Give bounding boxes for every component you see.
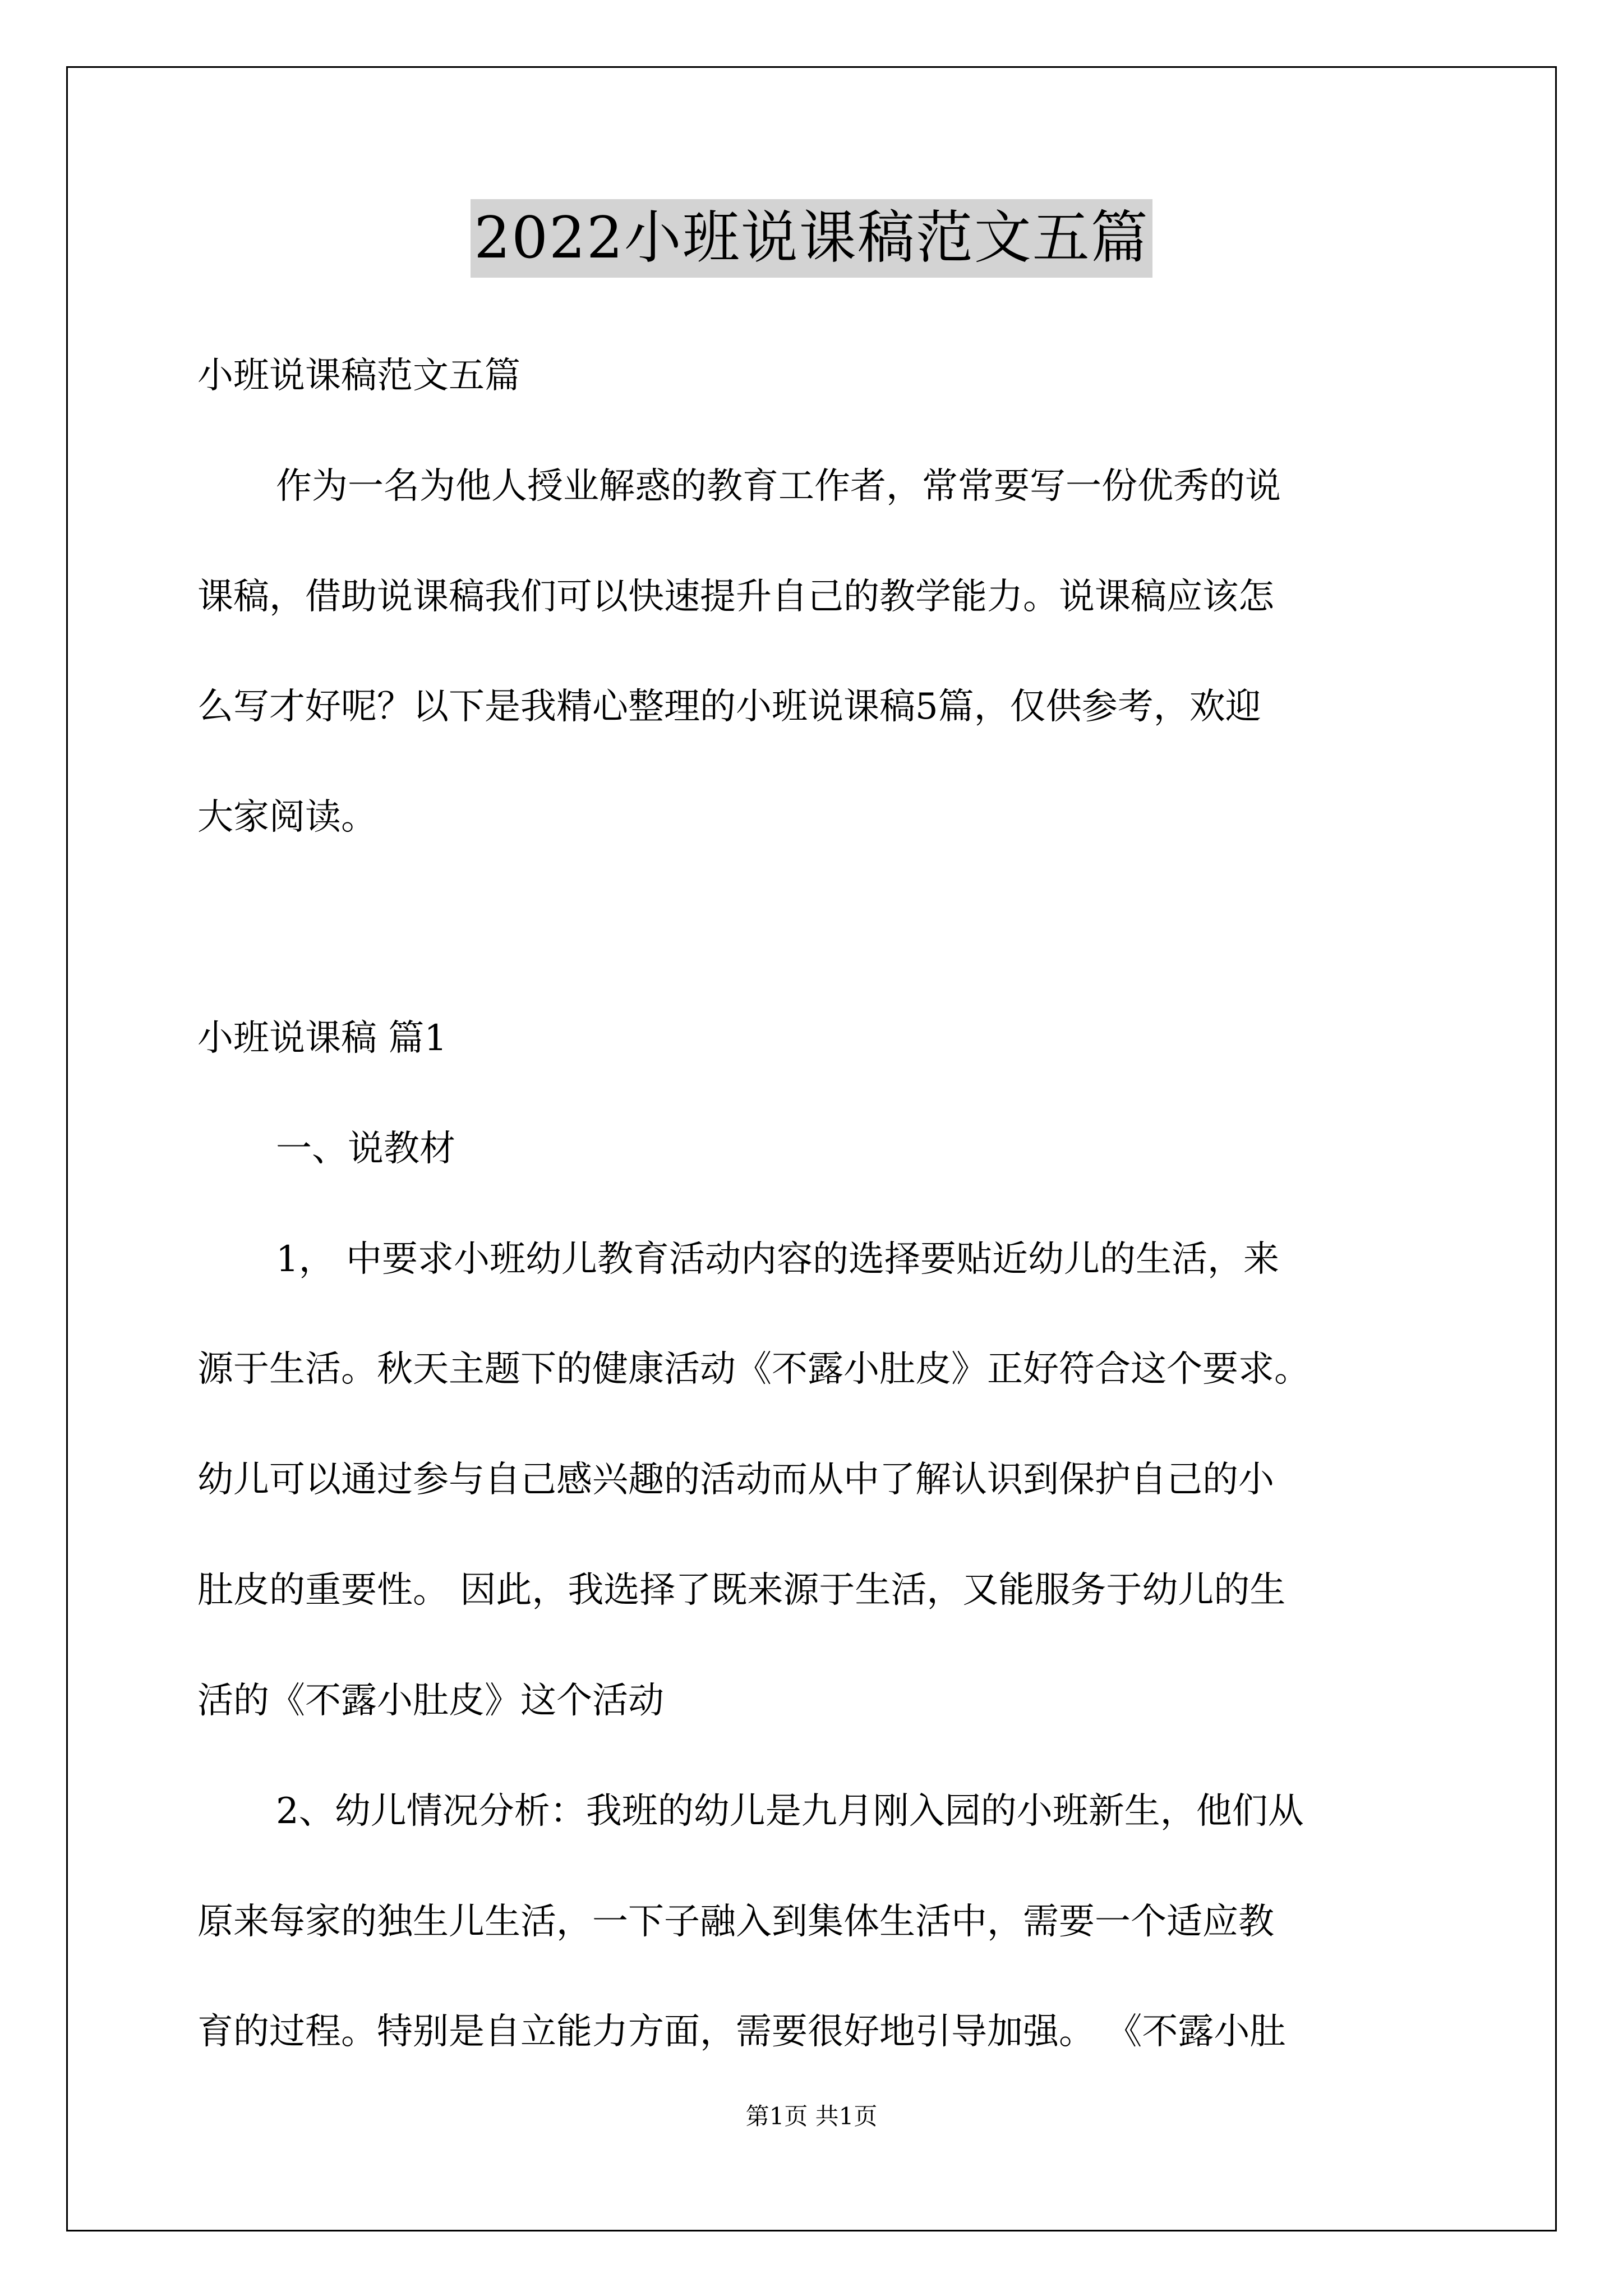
paragraph-line: 源于生活。秋天主题下的健康活动《不露小肚皮》正好符合这个要求。 (197, 1349, 1310, 1390)
intro-line: 作为一名为他人授业解惑的教育工作者，常常要写一份优秀的说 (276, 466, 1281, 507)
paragraph-line: 1， 中要求小班幼儿教育活动内容的选择要贴近幼儿的生活，来 (276, 1239, 1280, 1280)
title-area (0, 199, 1623, 278)
intro-line: 么写才好呢？以下是我精心整理的小班说课稿5篇，仅供参考，欢迎 (197, 686, 1261, 728)
page-footer: 第1页 共1页 (745, 2102, 878, 2130)
section-item-heading: 一、说教材 (276, 1128, 455, 1170)
paragraph-line: 幼儿可以通过参与自己感兴趣的活动而从中了解认识到保护自己的小 (197, 1459, 1274, 1501)
paragraph-line: 2、幼儿情况分析：我班的幼儿是九月刚入园的小班新生，他们从 (276, 1791, 1304, 1832)
paragraph-line: 活的《不露小肚皮》这个活动 (197, 1680, 664, 1722)
document-title: 2022小班说课稿范文五篇 (471, 199, 1152, 278)
intro-line: 大家阅读。 (197, 797, 377, 838)
paragraph-line: 原来每家的独生儿生活，一下子融入到集体生活中，需要一个适应教 (197, 1901, 1274, 1943)
paragraph-line: 育的过程。特别是自立能力方面，需要很好地引导加强。 《不露小肚 (197, 2011, 1286, 2053)
section-heading: 小班说课稿 篇1 (197, 1018, 448, 1059)
document-subtitle: 小班说课稿范文五篇 (197, 355, 520, 397)
paragraph-line: 肚皮的重要性。 因此，我选择了既来源于生活，又能服务于幼儿的生 (197, 1570, 1286, 1611)
intro-line: 课稿，借助说课稿我们可以快速提升自己的教学能力。说课稿应该怎 (197, 576, 1274, 618)
